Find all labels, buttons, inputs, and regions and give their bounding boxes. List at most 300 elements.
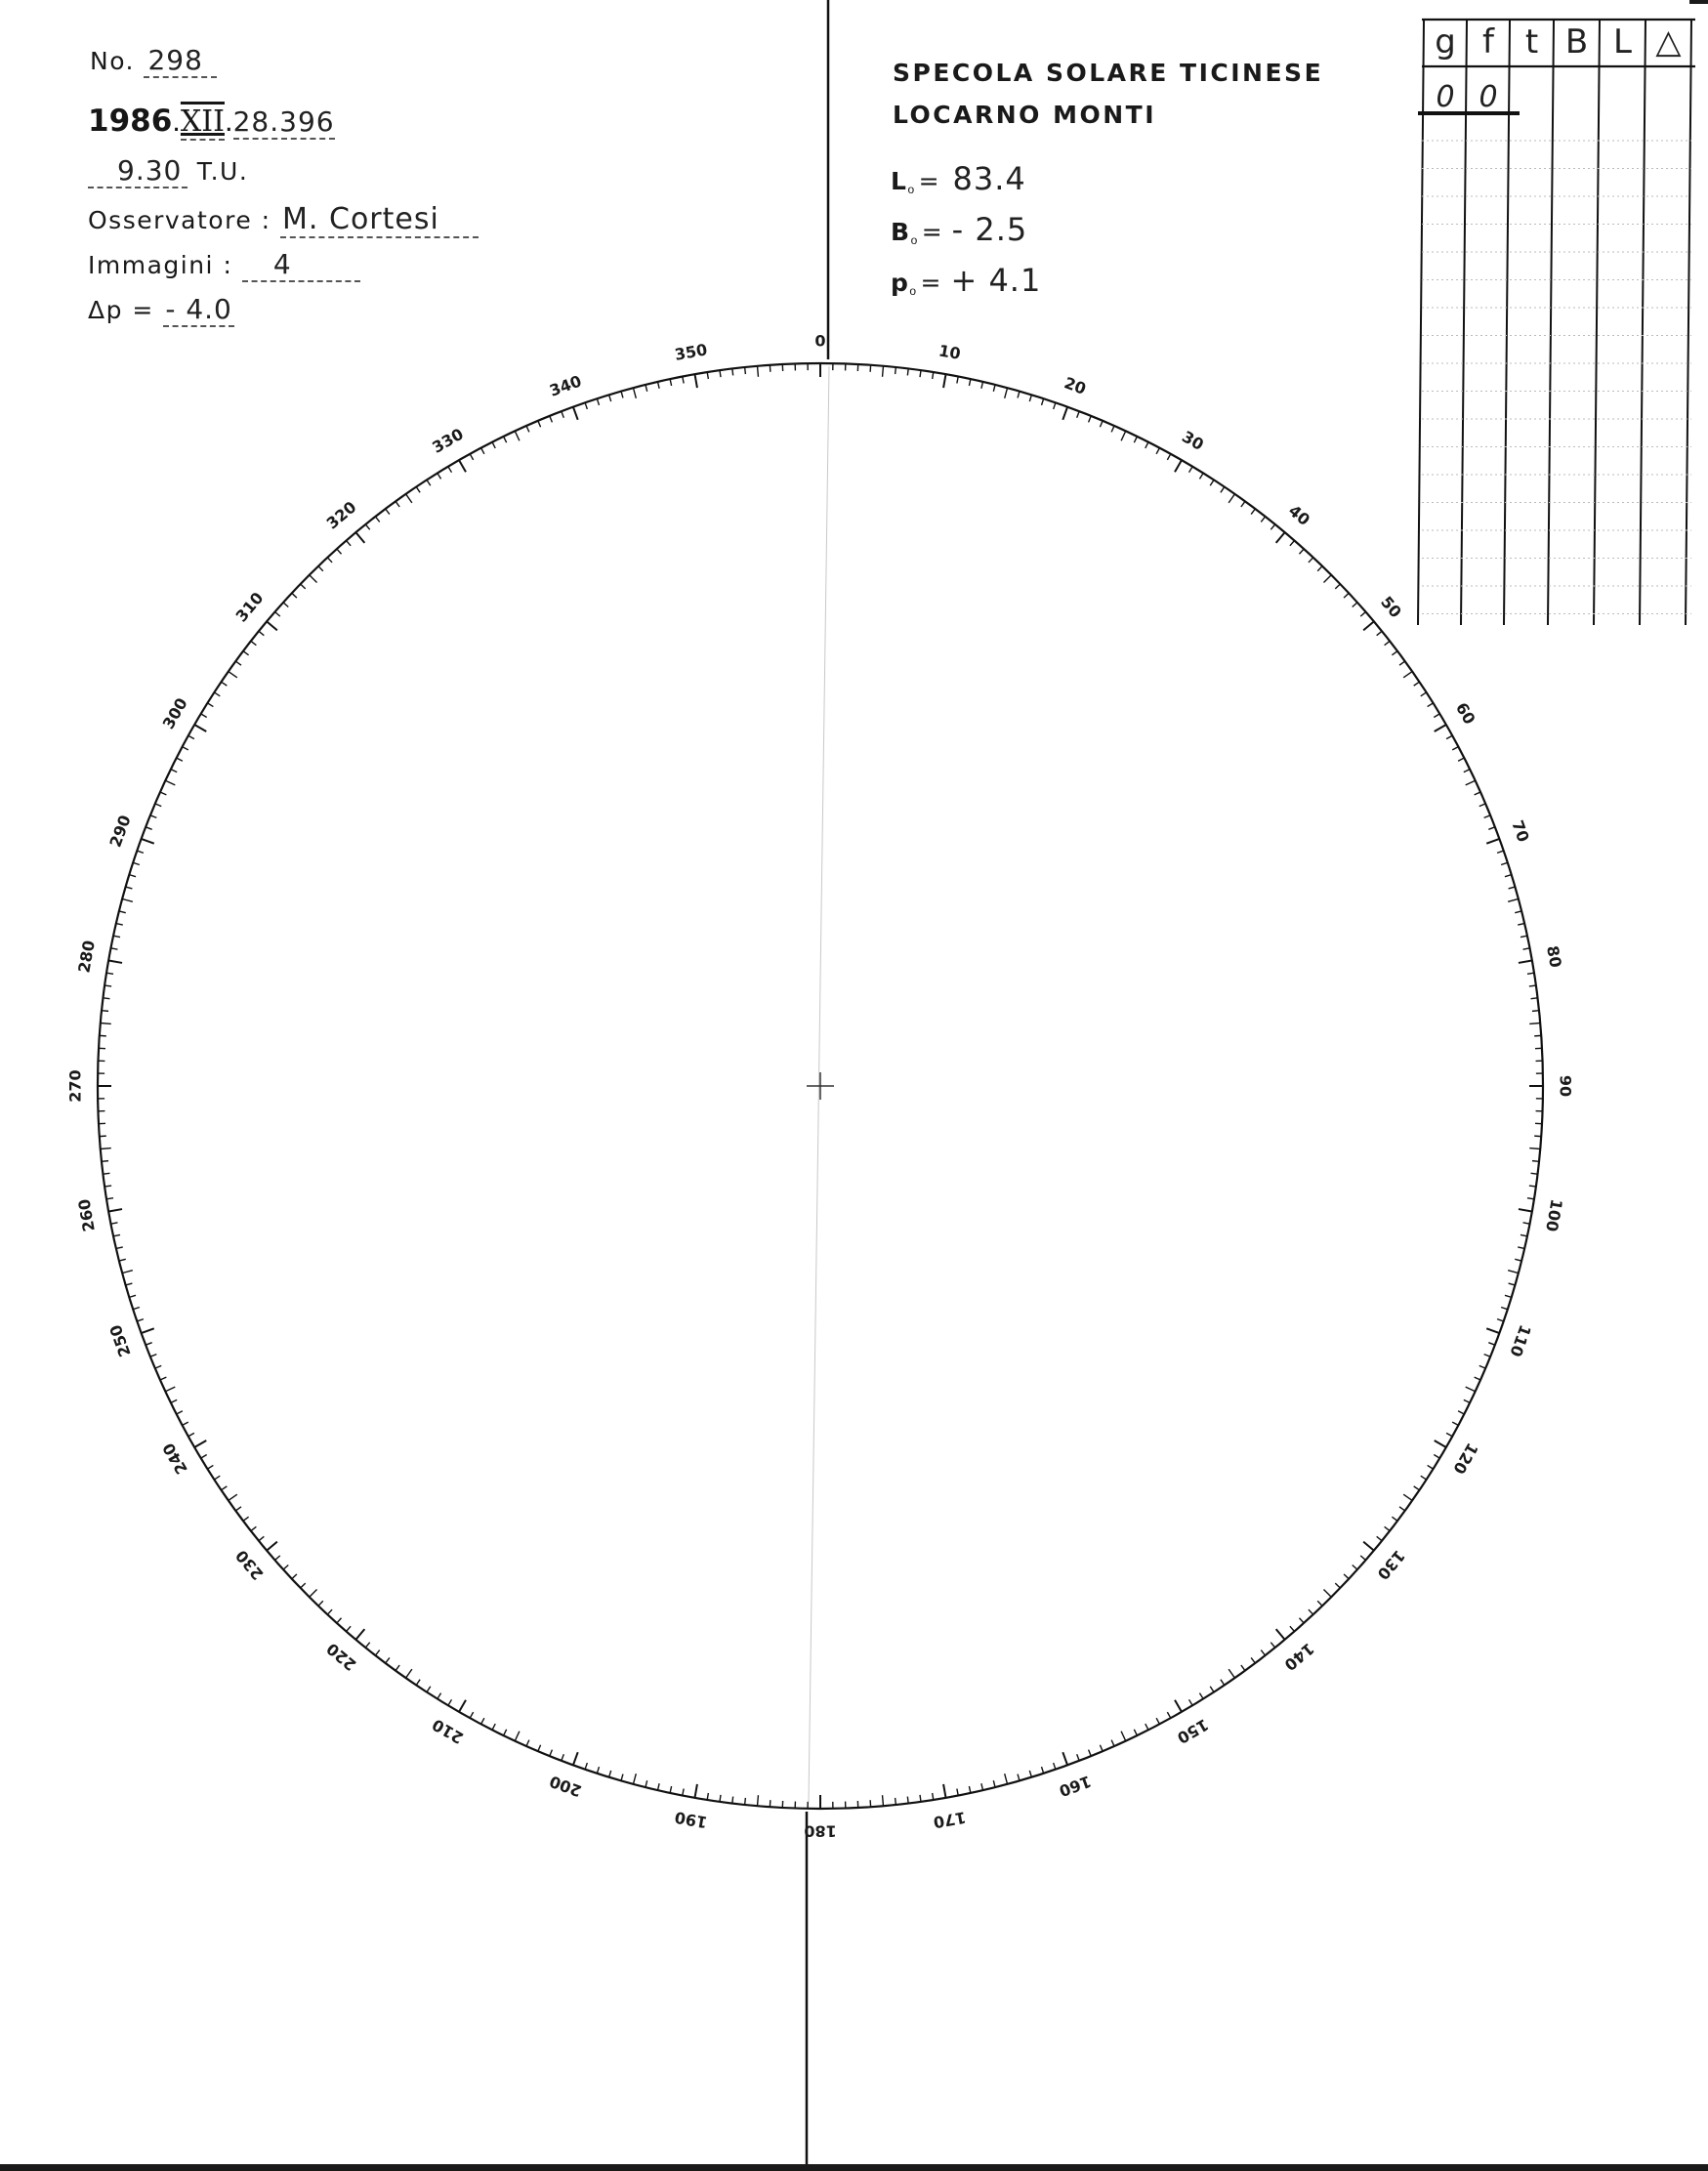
dial-tick — [427, 480, 431, 485]
dial-tick — [1488, 827, 1495, 830]
dial-tick — [1377, 631, 1382, 635]
dial-tick — [1241, 501, 1245, 507]
dial-tick — [201, 1455, 207, 1459]
dial-tick — [1189, 1699, 1193, 1705]
dial-tick — [1189, 467, 1193, 473]
dial-tick — [683, 1789, 684, 1796]
dial-tick — [251, 1526, 257, 1530]
P0-eq: = — [920, 269, 942, 297]
dial-tick — [745, 367, 746, 374]
dial-tick — [1261, 1650, 1265, 1656]
dial-tick — [504, 1730, 507, 1735]
dial-tick — [1488, 1343, 1495, 1346]
dial-tick — [1299, 1618, 1304, 1623]
dial-tick — [646, 1780, 647, 1787]
dial-tick — [1523, 1223, 1530, 1224]
dial-label: 160 — [1056, 1772, 1094, 1801]
dial-tick — [126, 1283, 133, 1285]
dial-tick — [243, 1517, 249, 1521]
dial-tick — [695, 1784, 697, 1798]
dial-tick — [165, 1387, 175, 1392]
dial-tick — [133, 862, 140, 864]
dial-tick — [310, 575, 317, 583]
time-unit: T.U. — [196, 157, 249, 186]
dial-tick — [222, 1486, 228, 1490]
dial-tick — [150, 815, 156, 818]
dial-tick — [427, 1687, 431, 1692]
dial-tick — [573, 1752, 578, 1765]
dial-tick — [1360, 612, 1365, 617]
dial-tick — [259, 631, 264, 635]
dial-tick — [327, 558, 332, 563]
dial-label: 30 — [1179, 427, 1207, 455]
dial-tick — [229, 1494, 237, 1500]
L0-eq: = — [918, 167, 941, 195]
dial-tick — [1353, 1565, 1357, 1569]
dial-tick — [993, 1780, 995, 1787]
dial-tick — [275, 612, 280, 617]
dial-label: 190 — [673, 1808, 709, 1832]
dial-tick — [267, 1542, 277, 1551]
dial-tick — [1054, 402, 1056, 409]
dial-tick — [1100, 421, 1103, 427]
date-day: 28.396 — [232, 105, 335, 138]
dial-tick — [585, 402, 587, 409]
table-column-line — [1548, 20, 1554, 625]
dial-tick — [283, 1565, 288, 1569]
dial-tick — [106, 1198, 113, 1199]
dial-label: 230 — [231, 1546, 268, 1584]
dial-tick — [1360, 1556, 1365, 1561]
dial-tick — [310, 1589, 317, 1597]
dial-tick — [459, 460, 466, 472]
dial-tick — [146, 827, 152, 830]
dial-tick — [1523, 948, 1530, 949]
dial-tick — [137, 851, 144, 853]
dial-tick — [1421, 692, 1427, 696]
dial-tick — [492, 1724, 495, 1730]
dial-tick — [1089, 416, 1092, 422]
dial-tick — [646, 385, 647, 392]
dial-tick — [111, 948, 118, 949]
dial-tick — [1018, 392, 1020, 398]
dial-label: 290 — [105, 813, 135, 851]
L0-label: L — [891, 167, 908, 195]
dial-tick — [1399, 1507, 1405, 1511]
dial-tick — [1251, 1657, 1255, 1663]
dial-tick — [104, 998, 110, 999]
observatory-name: SPECOLA SOLARE TICINESE — [893, 59, 1324, 87]
dial-tick — [1452, 747, 1458, 750]
dial-tick — [1199, 473, 1203, 479]
dial-tick — [1077, 1754, 1080, 1761]
table-grid — [1418, 20, 1695, 625]
dial-tick — [1529, 1186, 1536, 1187]
dial-tick — [386, 509, 390, 515]
dial-tick — [1529, 1148, 1540, 1149]
table-header-cell: B — [1564, 22, 1589, 62]
dial-tick — [1446, 735, 1452, 738]
dial-label: 210 — [429, 1715, 467, 1748]
dial-tick — [275, 1556, 280, 1561]
date-sep-1: . — [172, 104, 181, 138]
date-month: XII — [180, 104, 225, 139]
dial-tick — [116, 1247, 123, 1249]
dial-label: 50 — [1377, 592, 1405, 622]
dial-tick — [214, 1476, 220, 1480]
dial-tick — [108, 1209, 122, 1211]
table-value-cell: 0 — [1436, 80, 1455, 114]
dial-tick — [758, 1795, 759, 1806]
dial-tick — [1505, 1295, 1512, 1297]
dial-tick — [481, 448, 484, 454]
dial-label: 10 — [937, 341, 963, 363]
dial-tick — [1121, 1732, 1126, 1741]
dial-label: 330 — [429, 424, 467, 457]
dial-tick — [177, 1411, 183, 1414]
dial-tick — [386, 1657, 390, 1663]
dial-tick — [1414, 1486, 1420, 1490]
dial-tick — [375, 517, 379, 522]
dial-tick — [720, 1795, 721, 1802]
dial-tick — [1121, 431, 1126, 440]
dial-tick — [720, 370, 721, 377]
dial-tick — [116, 924, 123, 926]
dial-tick — [1062, 407, 1067, 420]
dial-tick — [1175, 1700, 1182, 1712]
images-value: 4 — [242, 248, 360, 282]
dial-tick — [1323, 1589, 1331, 1597]
dial-tick — [235, 1507, 241, 1511]
dial-tick — [1403, 1494, 1412, 1500]
dial-tick — [160, 1377, 166, 1380]
dial-tick — [119, 911, 126, 913]
dial-tick — [1290, 1626, 1295, 1631]
dial-tick — [1309, 558, 1313, 563]
dial-tick — [1527, 973, 1534, 974]
dial-tick — [933, 372, 934, 379]
dial-label: 300 — [158, 694, 191, 732]
dial-tick — [1344, 1574, 1349, 1579]
dial-tick — [292, 593, 297, 598]
dial-tick — [126, 887, 133, 889]
dial-tick — [1428, 703, 1434, 707]
dial-tick — [171, 770, 177, 772]
dial-tick — [1484, 1355, 1490, 1357]
dial-tick — [1509, 1283, 1516, 1285]
dial-tick — [1363, 1542, 1374, 1551]
dial-tick — [283, 603, 288, 607]
dial-tick — [1309, 1609, 1313, 1614]
dial-tick — [396, 1665, 399, 1671]
dial-tick — [1497, 851, 1504, 853]
dial-tick — [1156, 1718, 1159, 1724]
dial-tick — [177, 758, 183, 761]
images-label: Immagini : — [88, 251, 233, 279]
dial-tick — [1042, 1767, 1044, 1774]
dial-tick — [1111, 1740, 1114, 1746]
dial-tick — [327, 1609, 332, 1614]
dial-tick — [597, 1767, 599, 1774]
dial-tick — [1018, 1774, 1020, 1781]
dial-tick — [1519, 961, 1532, 963]
dial-tick — [301, 584, 306, 589]
dial-tick — [183, 747, 188, 750]
dial-tick — [526, 1740, 529, 1746]
dial-tick — [101, 1023, 111, 1024]
dial-tick — [201, 714, 207, 718]
dial-tick — [1521, 1234, 1527, 1235]
dial-tick — [907, 369, 908, 376]
dial-tick — [396, 501, 399, 507]
dial-tick — [920, 1795, 921, 1802]
observer-label: Osservatore : — [88, 206, 271, 234]
dial-tick — [155, 1365, 161, 1368]
table-value-cell: 0 — [1479, 80, 1498, 114]
dial-tick — [1486, 839, 1499, 844]
dial-tick — [119, 1259, 126, 1261]
table-column-line — [1461, 20, 1467, 625]
dial-tick — [1111, 426, 1114, 432]
dial-tick — [658, 1783, 660, 1790]
B0-sub: o — [910, 233, 918, 247]
dial-tick — [1435, 1440, 1446, 1447]
dial-tick — [621, 392, 623, 398]
dial-tick — [883, 1795, 884, 1806]
dial-tick — [1475, 792, 1480, 795]
dial-tick — [1077, 411, 1080, 418]
dial-tick — [122, 1271, 133, 1273]
dial-tick — [1276, 532, 1285, 543]
dial-tick — [337, 1618, 342, 1623]
dial-tick — [267, 621, 277, 630]
dial-tick — [920, 370, 921, 377]
dial-tick — [1335, 584, 1340, 589]
dial-tick — [1531, 1173, 1538, 1174]
dial-tick — [957, 377, 958, 384]
dial-tick — [943, 1784, 945, 1798]
dial-tick — [122, 898, 133, 901]
dial-label: 270 — [65, 1069, 85, 1103]
dial-tick — [1175, 460, 1182, 472]
dial-label: 240 — [158, 1440, 191, 1478]
dial-label: 60 — [1451, 699, 1479, 728]
dial-tick — [1479, 1365, 1485, 1368]
dial-tick — [1529, 1023, 1540, 1024]
dial-tick — [1353, 603, 1357, 607]
dial-tick — [515, 431, 520, 440]
dial-tick — [1392, 651, 1397, 655]
dial-tick — [670, 1786, 671, 1793]
dial-tick — [1446, 1433, 1452, 1436]
dial-label: 150 — [1174, 1715, 1212, 1748]
dial-tick — [573, 407, 578, 420]
dial-tick — [1435, 725, 1446, 731]
dial-tick — [633, 388, 636, 398]
table-column-line — [1640, 20, 1646, 625]
dial-tick — [470, 1712, 473, 1718]
dial-tick — [1005, 388, 1008, 398]
dial-label: 130 — [1373, 1546, 1409, 1584]
dial-tick — [146, 1343, 152, 1346]
dial-tick — [104, 1186, 111, 1187]
table-column-line — [1418, 20, 1424, 625]
dial-tick — [301, 1583, 306, 1588]
dial-label: 0 — [814, 331, 826, 351]
dial-tick — [155, 804, 161, 807]
dial-tick — [171, 1399, 177, 1402]
dial-tick — [981, 382, 983, 389]
dial-tick — [1464, 770, 1470, 772]
dial-tick — [550, 416, 553, 422]
dial-tick — [597, 398, 599, 405]
dial-tick — [609, 395, 611, 401]
central-meridian-line — [809, 366, 829, 1802]
dial-label: 220 — [322, 1639, 360, 1675]
dial-tick — [150, 1355, 156, 1357]
dial-label: 320 — [322, 497, 360, 533]
dial-tick — [1532, 1161, 1539, 1162]
dial-tick — [1466, 1387, 1476, 1392]
dial-tick — [1100, 1745, 1103, 1751]
dial-tick — [106, 973, 113, 974]
dial-tick — [1458, 758, 1464, 761]
dial-tick — [957, 1789, 958, 1796]
dial-tick — [658, 382, 660, 389]
dial-tick — [194, 1440, 206, 1447]
dial-tick — [538, 421, 541, 427]
dial-tick — [1167, 454, 1170, 460]
dial-tick — [732, 1797, 733, 1804]
dial-tick — [251, 641, 257, 645]
dial-tick — [104, 1173, 110, 1174]
dial-label: 120 — [1449, 1440, 1482, 1478]
dial-tick — [160, 792, 166, 795]
observer-value: M. Cortesi — [280, 202, 479, 238]
dial-label: 90 — [1556, 1074, 1575, 1098]
dial-tick — [318, 1601, 323, 1606]
P0-label: p — [891, 269, 910, 297]
dial-tick — [347, 1626, 352, 1631]
dial-tick — [1531, 998, 1538, 999]
dial-tick — [337, 549, 342, 554]
table-header-cell: g — [1435, 22, 1456, 62]
dial-tick — [1156, 448, 1159, 454]
delta-p-label: Δp = — [88, 296, 154, 324]
dial-tick — [1251, 509, 1255, 515]
dial-tick — [670, 379, 671, 386]
dial-label: 280 — [74, 939, 99, 975]
dial-tick — [318, 566, 323, 571]
dial-label: 200 — [547, 1772, 585, 1801]
dial-tick — [113, 936, 120, 937]
dial-tick — [1167, 1712, 1170, 1718]
L0-value: 83.4 — [952, 160, 1026, 197]
dial-tick — [1421, 1476, 1427, 1480]
dial-tick — [1475, 1377, 1480, 1380]
dial-tick — [1428, 1465, 1434, 1469]
dial-tick — [416, 1680, 420, 1686]
dial-tick — [437, 1693, 441, 1699]
dial-tick — [111, 1223, 118, 1224]
dial-tick — [707, 1793, 708, 1800]
dial-tick — [188, 735, 194, 738]
dial-tick — [229, 672, 237, 678]
dial-tick — [1029, 1771, 1031, 1777]
dial-tick — [943, 374, 945, 388]
dial-tick — [1271, 524, 1274, 529]
dial-tick — [1497, 1319, 1504, 1321]
dial-tick — [993, 385, 995, 392]
dial-tick — [1385, 1526, 1391, 1530]
table-column-line — [1504, 20, 1510, 625]
number-label: No. — [90, 47, 136, 75]
B0-value: - 2.5 — [951, 211, 1028, 248]
dial-tick — [1458, 1411, 1464, 1414]
dial-tick — [633, 1774, 636, 1784]
dial-tick — [1210, 1687, 1214, 1692]
table-column-line — [1594, 20, 1600, 625]
dial-tick — [1519, 1209, 1532, 1211]
dial-tick — [437, 473, 441, 479]
dial-tick — [1317, 566, 1322, 571]
dial-label: 20 — [1062, 373, 1089, 398]
dial-tick — [406, 1669, 412, 1678]
dial-tick — [1062, 1752, 1067, 1765]
table-column-line — [1686, 20, 1691, 625]
table-header-cell: △ — [1655, 22, 1682, 62]
dial-tick — [492, 442, 495, 448]
dial-tick — [365, 1643, 369, 1648]
dial-tick — [1527, 1198, 1534, 1199]
dial-tick — [883, 366, 884, 377]
B0-eq: = — [921, 218, 944, 246]
dial-tick — [1299, 549, 1304, 554]
dial-tick — [1146, 442, 1148, 448]
dial-tick — [406, 494, 412, 503]
dial-tick — [1399, 661, 1405, 665]
dial-tick — [1479, 804, 1485, 807]
dial-tick — [448, 1699, 452, 1705]
dial-tick — [550, 1750, 553, 1756]
dial-tick — [481, 1718, 484, 1724]
dial-tick — [609, 1771, 611, 1777]
dial-tick — [526, 426, 529, 432]
dial-label: 180 — [804, 1821, 837, 1841]
dial-tick — [1241, 1665, 1245, 1671]
dial-tick — [562, 411, 564, 418]
table-header-cell: f — [1482, 22, 1494, 62]
dial-label: 100 — [1542, 1197, 1566, 1233]
dial-tick — [214, 692, 220, 696]
P0-value: + 4.1 — [950, 262, 1042, 299]
dial-label: 350 — [673, 340, 709, 364]
dial-tick — [1392, 1517, 1397, 1521]
dial-tick — [259, 1536, 264, 1540]
table-header-cell: L — [1613, 22, 1632, 62]
dial-tick — [1403, 672, 1412, 678]
dial-label: 110 — [1506, 1321, 1535, 1359]
dial-tick — [129, 875, 136, 877]
dial-tick — [585, 1763, 587, 1770]
dial-tick — [1199, 1693, 1203, 1699]
dial-tick — [1054, 1763, 1056, 1770]
L0-sub: o — [907, 183, 915, 196]
dial-tick — [1344, 593, 1349, 598]
dial-tick — [981, 1783, 983, 1790]
dial-tick — [207, 1465, 213, 1469]
dial-tick — [1484, 815, 1490, 818]
